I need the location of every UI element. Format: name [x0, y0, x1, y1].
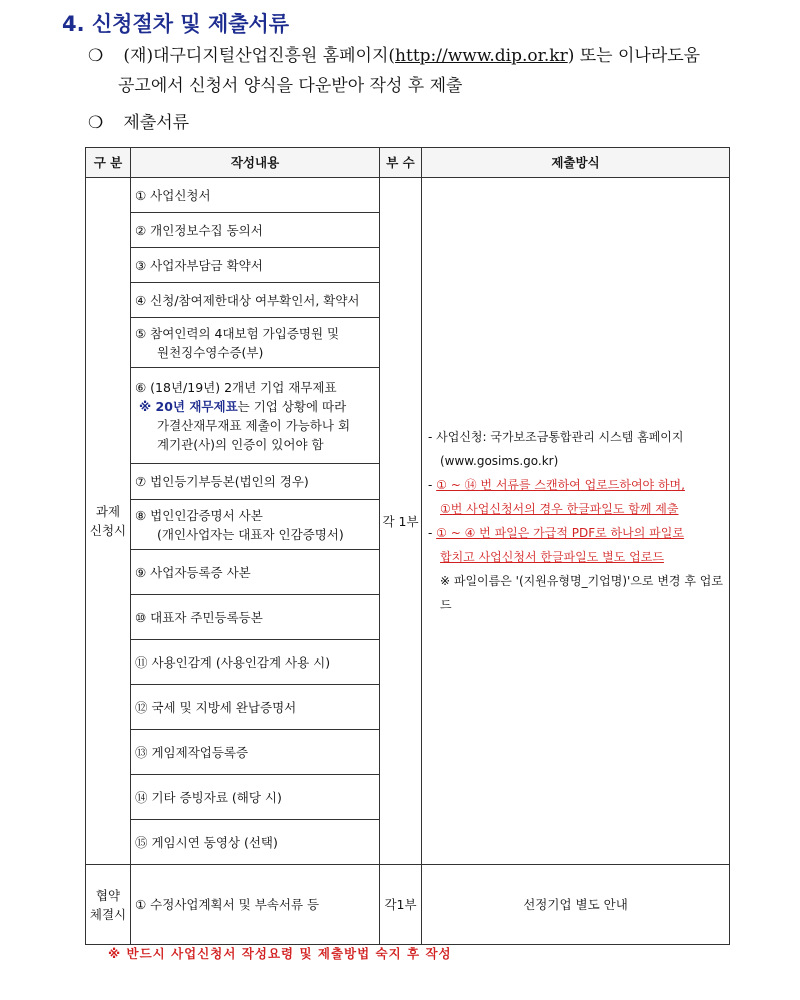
- doc-item: ① 사업신청서: [131, 178, 380, 213]
- doc-item: ⑮ 게임시연 동영상 (선택): [131, 820, 380, 865]
- doc-item: ② 개인정보수집 동의서: [131, 213, 380, 248]
- group-application-copies: 각 1부: [380, 178, 422, 865]
- doc-item: ⑪ 사용인감계 (사용인감계 사용 시): [131, 640, 380, 685]
- doc-item: ⑤ 참여인력의 4대보험 가입증명원 및 원천징수영수증(부): [131, 318, 380, 368]
- circle-bullet-icon: ❍: [88, 46, 104, 66]
- doc-item: ① 수정사업계획서 및 부속서류 등: [131, 865, 380, 945]
- header-category: 구 분: [86, 148, 131, 178]
- intro-text-1: (재)대구디지털산업진흥원 홈페이지(: [118, 46, 396, 66]
- dip-homepage-link[interactable]: http://www.dip.or.kr: [395, 46, 568, 66]
- doc-item: ⑨ 사업자등록증 사본: [131, 550, 380, 595]
- header-content: 작성내용: [131, 148, 380, 178]
- group-application-label: 과제 신청시: [86, 178, 131, 865]
- doc-item: ⑭ 기타 증빙자료 (해당 시): [131, 775, 380, 820]
- documents-table: [85, 147, 730, 945]
- intro-paragraph: [88, 41, 748, 101]
- table-row: [86, 178, 730, 213]
- group-agreement-label: 협약 체결시: [86, 865, 131, 945]
- table-row: [86, 865, 730, 945]
- intro-text-2: ) 또는 이나라도움: [567, 46, 701, 66]
- documents-label: 제출서류: [118, 113, 190, 133]
- header-method: 제출방식: [422, 148, 730, 178]
- submission-method: - 사업신청: 국가보조금통합관리 시스템 홈페이지 (www.gosims.go.kr) - ① ~ ⑭ 번 서류를 스캔하여 업로드하여야 하며, ①번 사업신청서의 경우 한글파일도 함께 제출 - ① ~ ④ 번 파일은 가급적 PDF로 하나의 파일로 합치고 사업신청서 한글파일도 별도 업로드 ※ 파일이름은 '(지원유형명_기업명)'으로 변경 후 업로드: [422, 178, 730, 865]
- section-heading: 4. 신청절차 및 제출서류: [62, 12, 290, 36]
- footer-note: ※ 반드시 사업신청서 작성요령 및 제출방법 숙지 후 작성: [108, 946, 452, 961]
- doc-item: ⑩ 대표자 주민등록등본: [131, 595, 380, 640]
- group-agreement-method: 선정기업 별도 안내: [422, 865, 730, 945]
- doc-item: ④ 신청/참여제한대상 여부확인서, 확약서: [131, 283, 380, 318]
- doc-item: ⑫ 국세 및 지방세 완납증명서: [131, 685, 380, 730]
- documents-paragraph: [88, 108, 189, 138]
- doc-item: ⑧ 법인인감증명서 사본 (개인사업자는 대표자 인감증명서): [131, 500, 380, 550]
- doc-item: ⑬ 게임제작업등록증: [131, 730, 380, 775]
- doc-item: ⑥ (18년/19년) 2개년 기업 재무제표 ※ 20년 재무제표는 기업 상황에 따라 가결산재무재표 제출이 가능하나 회 계기관(사)의 인증이 있어야 함: [131, 368, 380, 464]
- group-agreement-copies: 각1부: [380, 865, 422, 945]
- circle-bullet-icon: ❍: [88, 113, 104, 133]
- header-copies: 부 수: [380, 148, 422, 178]
- doc-item: ③ 사업자부담금 확약서: [131, 248, 380, 283]
- doc-item: ⑦ 법인등기부등본(법인의 경우): [131, 464, 380, 500]
- table-header-row: [86, 148, 730, 178]
- intro-text-line2: 공고에서 신청서 양식을 다운받아 작성 후 제출: [118, 76, 463, 96]
